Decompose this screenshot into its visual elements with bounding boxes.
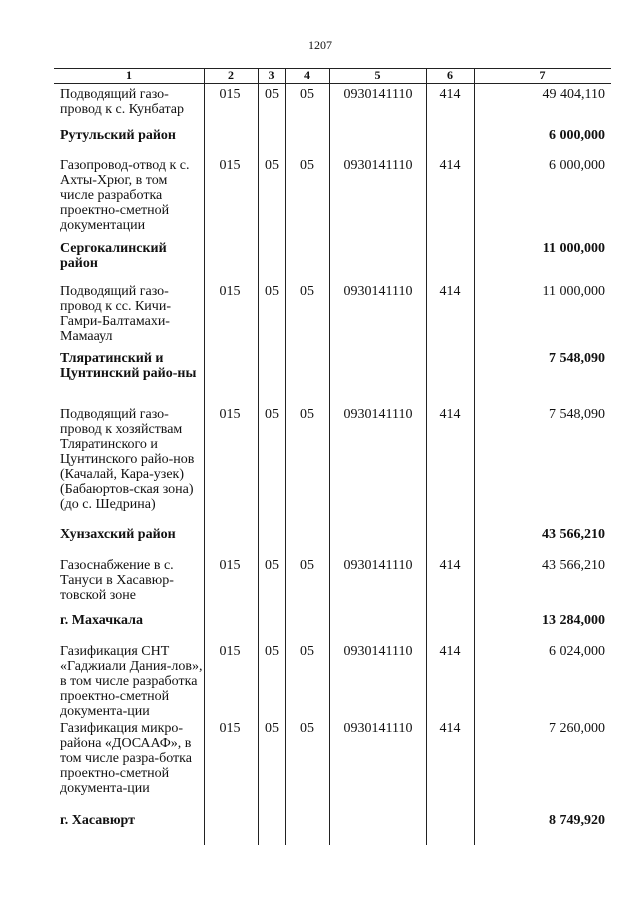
header-col-3: 3 [268, 68, 275, 82]
row-code-5: 0930141110 [343, 407, 413, 422]
row-code-6: 414 [439, 644, 461, 659]
section-name: Сергокалинский район [60, 241, 167, 271]
row-code-5: 0930141110 [343, 87, 413, 102]
section-name: Тляратинский и Цунтинский райо-ны [60, 351, 197, 381]
header-col-5: 5 [374, 68, 381, 82]
row-code-3: 05 [265, 644, 279, 659]
row-code-3: 05 [265, 407, 279, 422]
row-code-3: 05 [265, 158, 279, 173]
section-amount: 7 548,090 [549, 351, 605, 366]
header-col-1: 1 [126, 68, 132, 82]
section-amount: 13 284,000 [542, 613, 605, 628]
row-code-2: 015 [219, 284, 241, 299]
header-col-6: 6 [447, 68, 453, 82]
section-amount: 6 000,000 [549, 128, 605, 143]
row-code-2: 015 [219, 87, 241, 102]
header-col-4: 4 [304, 68, 310, 82]
header-col-7: 7 [539, 68, 546, 82]
row-code-4: 05 [300, 87, 314, 102]
row-code-6: 414 [439, 407, 461, 422]
row-code-6: 414 [439, 721, 461, 736]
row-code-4: 05 [300, 158, 314, 173]
row-code-3: 05 [265, 721, 279, 736]
row-amount: 49 404,110 [542, 87, 605, 102]
row-code-3: 05 [265, 284, 279, 299]
section-name: Хунзахский район [60, 527, 176, 542]
row-code-2: 015 [219, 558, 241, 573]
section-amount: 11 000,000 [542, 241, 605, 256]
section-name: г. Хасавюрт [60, 813, 136, 828]
row-code-5: 0930141110 [343, 558, 413, 573]
section-name: г. Махачкала [60, 613, 143, 628]
row-code-6: 414 [439, 284, 461, 299]
row-code-4: 05 [300, 721, 314, 736]
row-code-6: 414 [439, 87, 461, 102]
budget-table [54, 68, 611, 845]
section-amount: 43 566,210 [542, 527, 605, 542]
row-code-6: 414 [439, 158, 461, 173]
row-code-2: 015 [219, 721, 241, 736]
column-divider [204, 68, 205, 845]
page-number: 1207 [308, 38, 332, 52]
row-amount: 6 000,000 [549, 158, 605, 173]
row-code-4: 05 [300, 644, 314, 659]
row-amount: 43 566,210 [542, 558, 605, 573]
row-name: Газификация микро-района «ДОСААФ», в том числе разра-ботка проектно-сметной документа-ции [60, 721, 192, 796]
section-amount: 8 749,920 [549, 813, 605, 828]
row-code-2: 015 [219, 407, 241, 422]
row-name: Подводящий газо-провод к хозяйствам Тляратинского и Цунтинского райо-нов (Качалай, Кара-узек) (Бабаюртов-ская зона) (до с. Шедрина) [60, 407, 195, 512]
column-divider [258, 68, 259, 845]
row-code-2: 015 [219, 644, 241, 659]
row-code-4: 05 [300, 407, 314, 422]
row-code-4: 05 [300, 284, 314, 299]
row-code-2: 015 [219, 158, 241, 173]
row-code-4: 05 [300, 558, 314, 573]
row-name: Газопровод-отвод к с. Ахты-Хрюг, в том числе разработка проектно-сметной документации [60, 158, 190, 233]
row-amount: 6 024,000 [549, 644, 605, 659]
row-code-3: 05 [265, 558, 279, 573]
row-amount: 7 260,000 [549, 721, 605, 736]
header-bottom-rule [54, 83, 611, 84]
header-col-2: 2 [228, 68, 234, 82]
row-name: Подводящий газо-провод к сс. Кичи-Гамри-Балтамахи-Мамааул [60, 284, 171, 344]
row-name: Подводящий газо-провод к с. Кунбатар [60, 87, 184, 117]
section-name: Рутульский район [60, 128, 176, 143]
row-amount: 7 548,090 [549, 407, 605, 422]
row-code-3: 05 [265, 87, 279, 102]
row-amount: 11 000,000 [542, 284, 605, 299]
row-code-5: 0930141110 [343, 158, 413, 173]
row-code-5: 0930141110 [343, 284, 413, 299]
row-name: Газоснабжение в с. Тануси в Хасавюр-товской зоне [60, 558, 174, 603]
row-code-5: 0930141110 [343, 644, 413, 659]
row-name: Газификация СНТ «Гаджиали Дания-лов», в том числе разработка проектно-сметной документа-ции [60, 644, 203, 719]
row-code-5: 0930141110 [343, 721, 413, 736]
row-code-6: 414 [439, 558, 461, 573]
